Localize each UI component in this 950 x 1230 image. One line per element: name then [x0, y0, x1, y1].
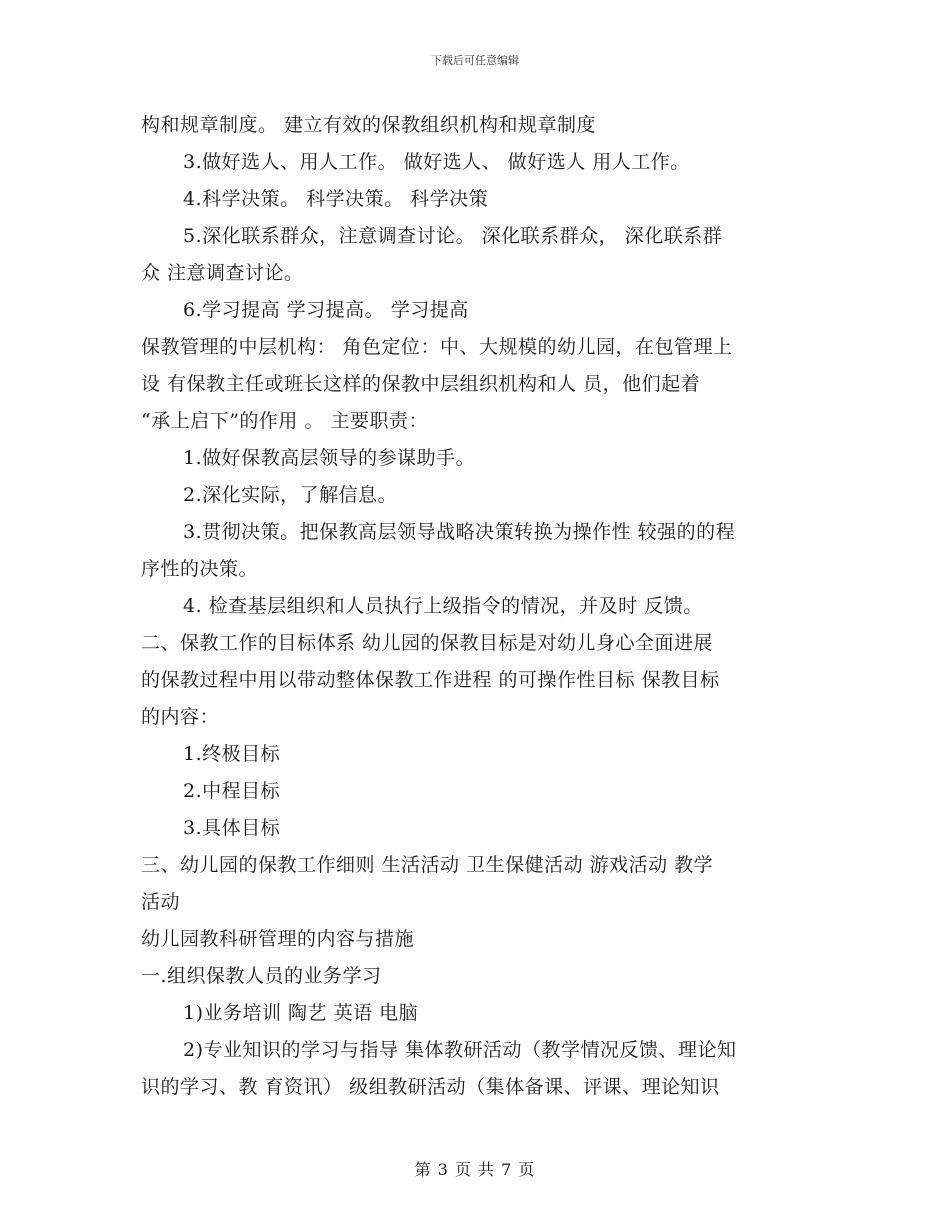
text-line: 1.做好保教高层领导的参谋助手。: [183, 447, 476, 469]
text-line: 5.深化联系群众，注意调查讨论。 深化联系群众， 深化联系群: [183, 225, 723, 247]
text-line: 3.贯彻决策。把保教高层领导战略决策转换为操作性 较强的的程: [183, 521, 736, 543]
text-line: 6.学习提高 学习提高。 学习提高: [183, 299, 469, 321]
text-line: 1)业务培训 陶艺 英语 电脑: [183, 1002, 419, 1024]
text-line: 2)专业知识的学习与指导 集体教研活动（教学情况反馈、理论知: [183, 1039, 737, 1061]
text-line: 一.组织保教人员的业务学习: [141, 965, 382, 987]
text-line: 识的学习、教 育资讯） 级组教研活动（集体备课、评课、理论知识: [141, 1076, 720, 1098]
text-line: 二、保教工作的目标体系 幼儿园的保教目标是对幼儿身心全面进展: [141, 632, 714, 654]
text-line: 三、幼儿园的保教工作细则 生活活动 卫生保健活动 游戏活动 教学: [141, 854, 714, 876]
text-line: 构和规章制度。 建立有效的保教组织机构和规章制度: [141, 114, 597, 136]
text-line: 2.中程目标: [183, 780, 281, 802]
text-line: 4. 检查基层组织和人员执行上级指令的情况，并及时 反馈。: [183, 595, 703, 617]
text-line: 众 注意调查讨论。: [141, 262, 304, 284]
section-heading: 幼儿园教科研管理的内容与措施: [141, 928, 415, 950]
text-line: 保教管理的中层机构： 角色定位：中、大规模的幼儿园，在包管理上: [141, 336, 733, 358]
text-line: 4.科学决策。 科学决策。 科学决策: [183, 188, 489, 210]
page-header-note: 下载后可任意编辑: [431, 54, 519, 67]
text-line: 序性的决策。: [141, 558, 259, 580]
text-line: “承上启下”的作用 。 主要职责：: [141, 410, 429, 432]
page-number-footer: 第 3 页 共 7 页: [414, 1160, 536, 1179]
text-line: 的保教过程中用以带动整体保教工作进程 的可操作性目标 保教目标: [141, 669, 720, 691]
text-line: 1.终极目标: [183, 743, 281, 765]
text-line: 2.深化实际，了解信息。: [183, 484, 398, 506]
text-line: 3.具体目标: [183, 817, 281, 839]
text-line: 设 有保教主任或班长这样的保教中层组织机构和人 员，他们起着: [141, 373, 701, 395]
text-line: 的内容：: [141, 706, 220, 728]
document-body: [141, 107, 813, 1106]
text-line: 3.做好选人、用人工作。 做好选人、 做好选人 用人工作。: [183, 151, 690, 173]
text-line: 活动: [141, 891, 181, 913]
